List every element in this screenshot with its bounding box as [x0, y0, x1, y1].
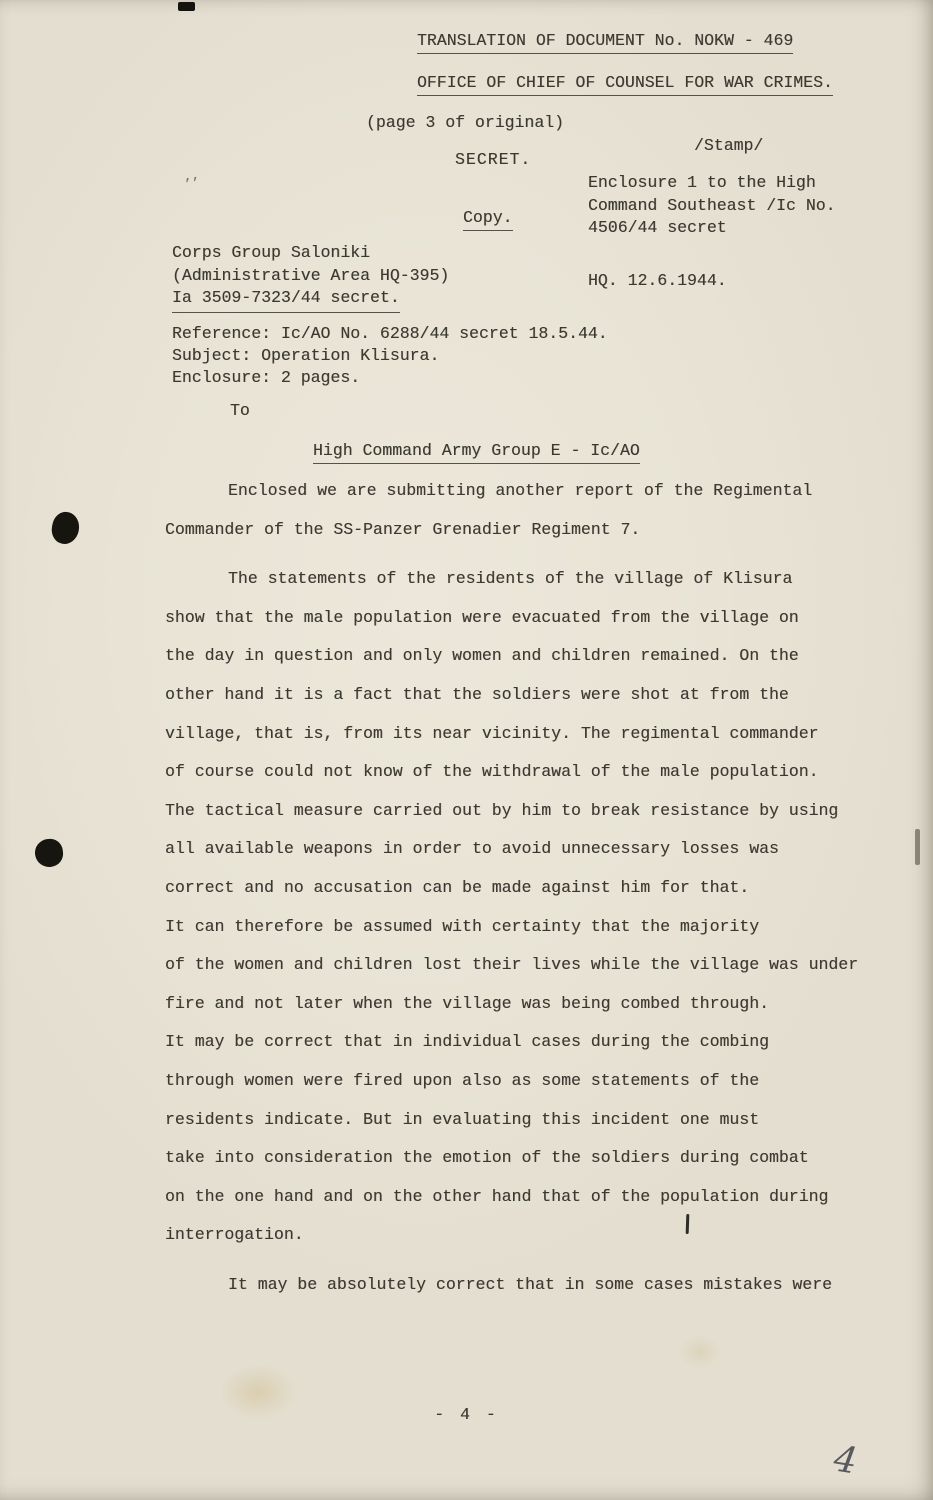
body-line: The tactical measure carried out by him to break resistance by using [165, 800, 839, 820]
body-line: the day in question and only women and children remained. On the [165, 646, 799, 666]
stamp-label: /Stamp/ [694, 136, 764, 155]
body-line: Commander of the SS-Panzer Grenadier Regiment 7. [165, 519, 641, 539]
page-note: (page 3 of original) [366, 113, 565, 132]
body-line: residents indicate. But in evaluating this incident one must [165, 1109, 760, 1129]
hole-punch-top [49, 510, 82, 547]
body-line: on the one hand and on the other hand that of the population during [165, 1186, 829, 1206]
pen-scratch-mark: ’’ [183, 174, 201, 193]
body-line: The statements of the residents of the village of Klisura [228, 569, 793, 589]
body-line: It may be correct that in individual cases during the combing [165, 1032, 769, 1052]
body-line: all available weapons in order to avoid unnecessary losses was [165, 839, 779, 859]
body-line: show that the male population were evacuated from the village on [165, 607, 799, 627]
body-line: It may be absolutely correct that in some cases mistakes were [228, 1274, 832, 1294]
body-line: village, that is, from its near vicinity. The regimental commander [165, 723, 819, 743]
body-line: other hand it is a fact that the soldiers were shot at from the [165, 684, 789, 704]
reference-block [172, 323, 608, 388]
body-line: of the women and children lost their lives while the village was under [165, 955, 859, 975]
enclosure-note-block [588, 172, 836, 240]
document-body [165, 472, 885, 1304]
sender-line: Corps Group Saloniki [172, 243, 371, 262]
enclosure-line: Enclosure: 2 pages. [172, 367, 361, 387]
enclosure-note-line: 4506/44 secret [588, 218, 727, 237]
body-line: of course could not know of the withdrawal of the male population. [165, 762, 819, 782]
hole-punch-bottom [33, 837, 65, 869]
copy-label: Copy. [463, 208, 513, 231]
enclosure-note-line: Command Southeast /Ic No. [588, 195, 836, 215]
body-line: Enclosed we are submitting another report of the Regimental [228, 481, 813, 500]
body-line: interrogation. [165, 1225, 304, 1245]
subject-line: Subject: Operation Klisura. [172, 345, 440, 365]
addressee: High Command Army Group E - Ic/AO [313, 441, 640, 464]
body-line: It can therefore be assumed with certainty that the majority [165, 916, 760, 936]
body-line: correct and no accusation can be made against him for that. [165, 877, 750, 897]
body-line: through women were fired upon also as some statements of the [165, 1070, 760, 1090]
hq-date: HQ. 12.6.1944. [588, 271, 727, 290]
document-title-line2: OFFICE OF CHIEF OF COUNSEL FOR WAR CRIMES. [417, 73, 833, 96]
sender-line: (Administrative Area HQ-395) [172, 265, 450, 285]
scan-edge-mark-top [178, 2, 195, 11]
classification-label: SECRET. [455, 150, 532, 169]
body-line: fire and not later when the village was being combed through. [165, 993, 769, 1013]
enclosure-note-line: Enclosure 1 to the High [588, 173, 816, 192]
sender-reference-number: Ia 3509-7323/44 secret. [172, 287, 400, 313]
page-number: - 4 - [434, 1405, 499, 1424]
scan-edge-mark-right [915, 829, 920, 865]
body-line: take into consideration the emotion of the soldiers during combat [165, 1148, 809, 1168]
document-title-line1: TRANSLATION OF DOCUMENT No. NOKW - 469 [417, 31, 793, 54]
to-label: To [230, 401, 250, 420]
reference-line: Reference: Ic/AO No. 6288/44 secret 18.5.44. [172, 324, 608, 343]
sender-block [172, 242, 449, 313]
handwritten-page-number: 4 [830, 1438, 860, 1483]
